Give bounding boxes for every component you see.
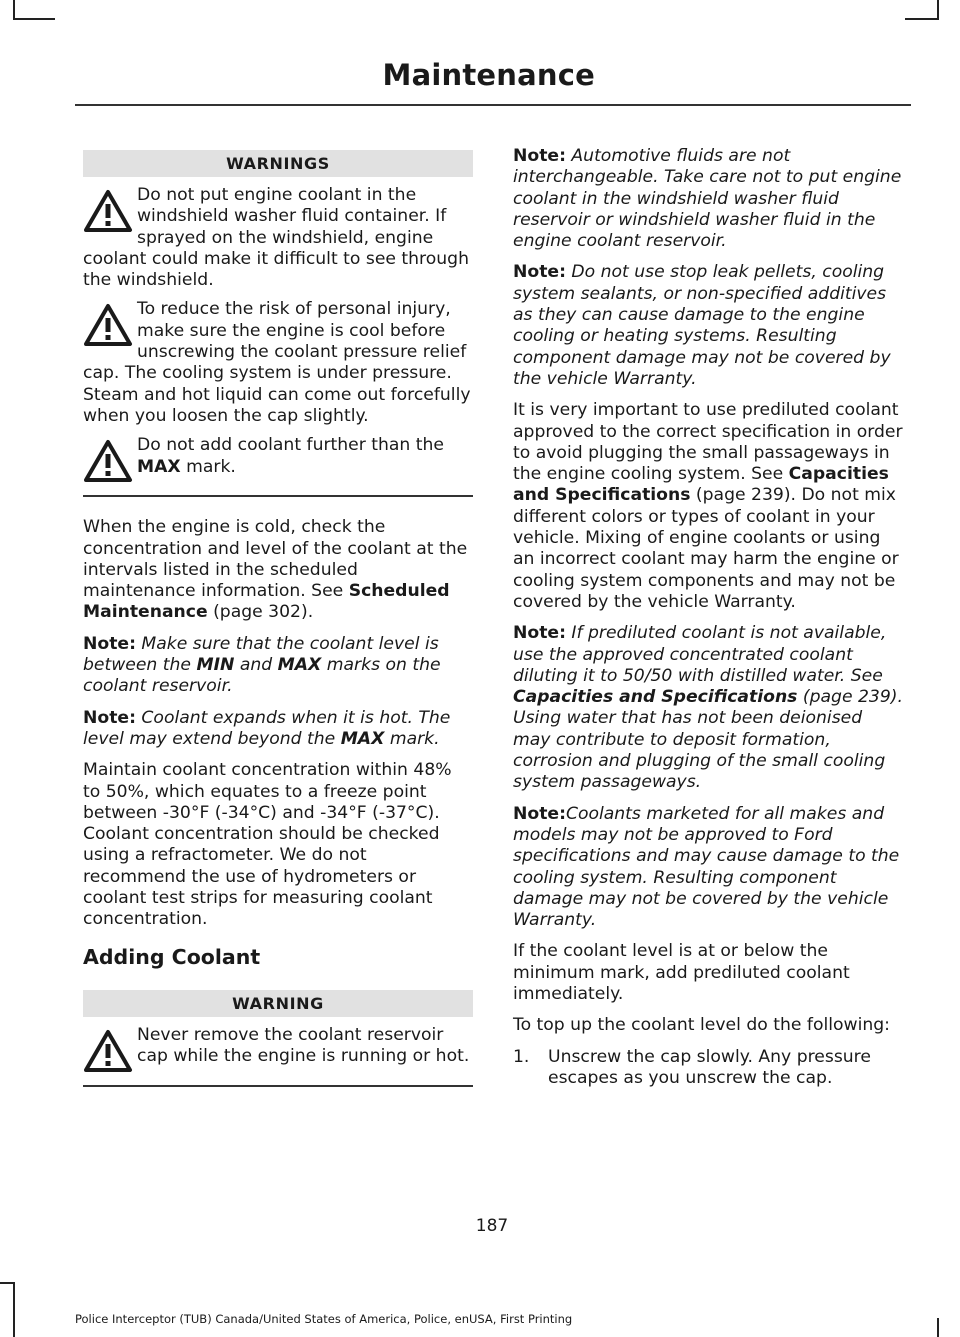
crop-mark <box>13 18 55 20</box>
page-title: Maintenance <box>382 58 595 92</box>
note-text: marks on the coolant reservoir. <box>83 655 441 697</box>
warning-block <box>83 435 473 483</box>
list-number: 1. <box>513 1046 530 1067</box>
note <box>83 634 473 698</box>
header-divider <box>75 104 911 106</box>
warning-block <box>83 299 473 427</box>
section-divider <box>83 495 473 497</box>
scheduled-maintenance-link[interactable]: Scheduled Maintenance <box>83 581 450 623</box>
crop-mark <box>0 1282 15 1284</box>
note-label: Note: <box>513 262 566 283</box>
warning-triangle-icon <box>83 439 133 483</box>
note <box>83 708 473 751</box>
paragraph-text: When the engine is cold, check the concentration and level of the coolant at the intervals listed in the scheduled maintenance information. See <box>83 517 468 602</box>
crop-mark <box>937 0 939 20</box>
min-mark-label: MIN <box>196 655 235 676</box>
warning-text: Do not put engine coolant in the windshield washer fluid container. If sprayed on the windshield, engine coolant could make it difficult to see through the windshield. <box>83 185 469 291</box>
note <box>513 146 903 252</box>
note-text: mark. <box>389 728 440 749</box>
crop-mark <box>13 1282 15 1337</box>
paragraph <box>83 517 473 623</box>
warning-heading: WARNING <box>83 990 473 1017</box>
note-text: Coolants marketed for all makes and models may not be approved to Ford specifications and may cause damage to the cooling system. Resulting component damage may not be covered by the vehicle Warranty. <box>513 803 900 931</box>
warning-text: To reduce the risk of personal injury, make sure the engine is cool before unscrewing the coolant pressure relief cap. The cooling system is under pressure. Steam and hot liquid can come out forcefully when you loosen the cap slightly. <box>83 299 471 426</box>
note-text: Make sure that the coolant level is between the <box>83 633 439 676</box>
note-text: Automotive fluids are not interchangeable. Take care not to put engine coolant in the windshield washer fluid reservoir or windshield washer fluid in the engine coolant reservoir. <box>513 146 902 252</box>
paragraph-text: It is very important to use prediluted coolant approved to the correct specification in order to avoid plugging the small passageways in the engine cooling system. See <box>513 400 903 485</box>
note-label: Note: <box>513 146 566 166</box>
note <box>513 804 903 932</box>
note-label: Note: <box>513 803 566 824</box>
warning-block <box>83 1025 473 1073</box>
paragraph: Maintain coolant concentration within 48% to 50%, which equates to a freeze point between -30°F (-34°C) and -34°F (-37°C). Coolant concentration should be checked using a refractometer. We do not recommend the use of hydrometers or coolant test strips for measuring coolant concentration. <box>83 760 452 930</box>
section-title: Adding Coolant <box>83 944 261 969</box>
paragraph <box>513 400 903 613</box>
warning-text: Do not add coolant further than the <box>137 435 444 456</box>
note <box>513 623 903 793</box>
note-label: Note: <box>513 623 566 644</box>
paragraph-text: (page 239). Do not mix different colors or types of coolant in your vehicle. Mixing of engine coolants or using an incorrect coolant may harm the engine or cooling system components and may not be covered by the vehicle Warranty. <box>513 485 899 612</box>
left-column <box>83 146 473 1107</box>
warning-triangle-icon <box>83 189 133 233</box>
capacities-specifications-link[interactable]: Capacities and Specifications <box>513 464 889 506</box>
list-text: Unscrew the cap slowly. Any pressure escapes as you unscrew the cap. <box>548 1046 871 1088</box>
note-text: If prediluted coolant is not available, use the approved concentrated coolant diluting it to 50/50 with distilled water. See <box>513 623 887 686</box>
note-text: and <box>239 655 273 676</box>
note-label: Note: <box>83 707 136 728</box>
page-reference: (page 302). <box>207 602 314 623</box>
capacities-specifications-link[interactable]: Capacities and Specifications <box>513 687 798 708</box>
note <box>513 262 903 390</box>
note-text: Do not use stop leak pellets, cooling system sealants, or non-specified additives as they can cause damage to the engine cooling or heating systems. Resulting component damage may not be covered by the vehicle Warranty. <box>513 262 891 389</box>
max-mark-label: MAX <box>137 456 181 477</box>
note-text: Coolant expands when it is hot. The level may extend beyond the <box>83 707 451 749</box>
crop-mark <box>937 1318 939 1337</box>
max-mark-label: MAX <box>340 728 385 749</box>
right-column <box>513 146 903 1089</box>
paragraph: To top up the coolant level do the following: <box>513 1015 890 1036</box>
list-item <box>513 1047 903 1090</box>
section-divider <box>83 1085 473 1087</box>
paragraph: If the coolant level is at or below the minimum mark, add prediluted coolant immediately. <box>513 941 850 1004</box>
crop-mark <box>13 0 15 20</box>
crop-mark <box>905 18 939 20</box>
warning-text: Never remove the coolant reservoir cap while the engine is running or hot. <box>137 1024 470 1067</box>
max-mark-label: MAX <box>277 655 322 676</box>
page-number: 187 <box>475 1216 509 1236</box>
warning-triangle-icon <box>83 1029 133 1073</box>
warnings-heading: WARNINGS <box>83 150 473 177</box>
warning-block <box>83 185 473 291</box>
note-label: Note: <box>83 633 136 654</box>
note-text: (page 239). Using water that has not been deionised may contribute to deposit formation, corrosion and plugging of the small cooling system passageways. <box>513 687 903 793</box>
warning-triangle-icon <box>83 303 133 347</box>
warning-text-end: mark. <box>180 456 236 477</box>
footer-text: Police Interceptor (TUB) Canada/United States of America, Police, enUSA, First Printing <box>75 1312 573 1326</box>
